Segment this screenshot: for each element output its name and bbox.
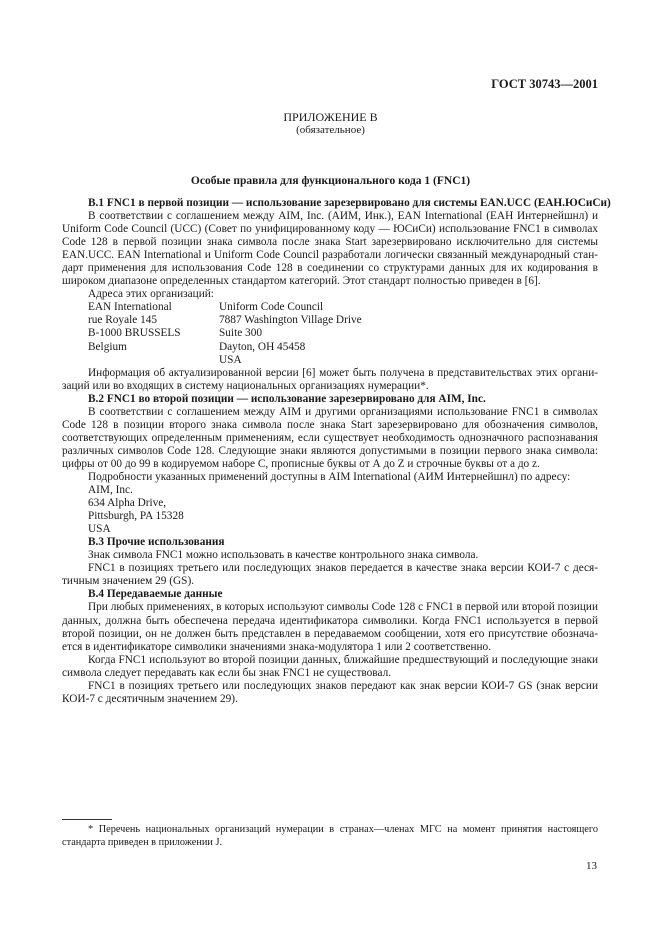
text-line: дарт применения для использования Code 128 в соединении со структурами данных для их кодирования в	[62, 262, 598, 275]
text-line: стандарта приведен в приложении J.	[62, 837, 223, 849]
text-line: Pittsburgh, PA 15328	[88, 510, 184, 523]
text-line: КОИ-7 с десятичным значением 29).	[62, 692, 238, 705]
address-cell: Belgium	[88, 340, 127, 353]
address-cell: EAN International	[88, 301, 172, 314]
text-line: данных, должна быть обеспечена передача идентификатора символики. Когда FNC1 используется в первой	[62, 614, 598, 627]
address-cell: Uniform Code Council	[219, 301, 324, 314]
text-line: соответствующих определенным применениям, если существует необходимость однозначного распознавания	[62, 431, 598, 444]
address-row	[62, 341, 598, 354]
text-line: Подробности указанных применений доступны в AIM International (АИМ Интернейшнл) по адресу:	[88, 470, 571, 483]
text-line: USA	[88, 523, 111, 536]
text-line: цифры от 00 до 99 в кодируемом наборе С, прописные буквы от А до Z и строчные буквы от a до z.	[62, 457, 540, 470]
appendix-title: ПРИЛОЖЕНИЕ В	[283, 110, 378, 124]
text-line: тичным значением 29 (GS).	[62, 575, 195, 588]
text-line: 634 Alpha Drive,	[88, 497, 167, 510]
section-heading: B.4 Передаваемые данные	[88, 588, 223, 601]
text-line: ется в идентификаторе символики значениями знака-модулятора 1 или 2 соответственно.	[62, 640, 492, 653]
footnote	[62, 823, 598, 849]
text-line: EAN.UCC. EAN International и Uniform Code Council разработали логически связанный международный стан-	[62, 249, 598, 262]
text-line: заций или во входящих в систему национальных организациях нумерации*.	[62, 379, 429, 392]
address-row	[62, 354, 598, 367]
address-row	[62, 314, 598, 327]
address-cell	[88, 354, 219, 367]
address-row	[62, 301, 598, 314]
section-heading: B.1 FNC1 в первой позиции — использование зарезервировано для системы EAN.UCC (ЕАН.ЮСиСи)	[88, 197, 611, 209]
text-line: Code 128 в первой позиции знака символа после знака Start зарезервировано исключительно для системы	[62, 236, 598, 249]
text-line: * Перечень национальных организаций нумерации в странах—членах МГС на момент принятия настоящего	[88, 824, 598, 835]
appendix-subtitle: (обязательное)	[296, 124, 365, 136]
text-line: широком диапазоне определенных стандартом категорий. Этот стандарт полностью приведен в [6].	[62, 275, 541, 288]
address-cell: rue Royale 145	[88, 314, 158, 327]
text-line: Информация об актуализированной версии [6] может быть получена в представительствах этих органи-	[88, 366, 598, 379]
page-number: 13	[586, 860, 597, 872]
standard-number: ГОСТ 30743—2001	[491, 77, 598, 91]
document-body	[62, 197, 611, 706]
address-cell: USA	[219, 353, 242, 366]
footnote-divider	[62, 819, 112, 820]
address-row	[62, 327, 598, 340]
section-heading: B.3 Прочие использования	[88, 536, 225, 549]
text-line: FNC1 в позициях третьего или последующих знаков передают как знак версии КОИ-7 GS (знак версии	[88, 679, 598, 692]
address-cell: Suite 300	[219, 327, 262, 340]
text-line: различных символов Code 128. Следующие знаки являются допустимыми в позиции первого знака символа:	[62, 444, 598, 457]
address-cell: 7887 Washington Village Drive	[219, 314, 362, 327]
text-line: второй позиции, он не должен быть представлен в передаваемом сообщении, хотя его присутствие обознача-	[62, 627, 598, 640]
text-line: FNC1 в позициях третьего или последующих знаков передается в качестве знака версии КОИ-7 с деся-	[88, 562, 598, 575]
text-line: Code 128 в позиции второго знака символа после знака Start зарезервировано для обозначения символов,	[62, 418, 598, 431]
text-line: В соответствии с соглашением между AIM и другими организациями использование FNC1 в символах	[88, 405, 598, 418]
text-line: символа следует передавать как если бы знак FNC1 не существовал.	[62, 666, 392, 679]
address-cell: B-1000 BRUSSELS	[88, 327, 181, 340]
text-line: Знак символа FNC1 можно использовать в качестве контрольного знака символа.	[88, 549, 479, 562]
text-line: В соответствии с соглашением между AIM, Inc. (АИМ, Инк.), EAN International (ЕАН Интернейшнл) и	[88, 210, 598, 223]
text-line: При любых применениях, в которых используют символы Code 128 с FNC1 в первой или второй позиции	[88, 601, 598, 614]
text-line: AIM, Inc.	[88, 484, 133, 497]
text-line: Uniform Code Council (UCC) (Совет по унифицированному коду — ЮСиСи) использование FNC1 в символах	[62, 223, 598, 236]
address-cell: Dayton, OH 45458	[219, 340, 306, 353]
text-line: Когда FNC1 используют во второй позиции данных, ближайшие предшествующий и последующие знаки	[88, 653, 598, 666]
text-line: Адреса этих организаций:	[88, 288, 214, 301]
section-title: Особые правила для функционального кода 1 (FNC1)	[190, 175, 471, 187]
section-heading: B.2 FNC1 во второй позиции — использование зарезервировано для AIM, Inc.	[88, 392, 486, 405]
